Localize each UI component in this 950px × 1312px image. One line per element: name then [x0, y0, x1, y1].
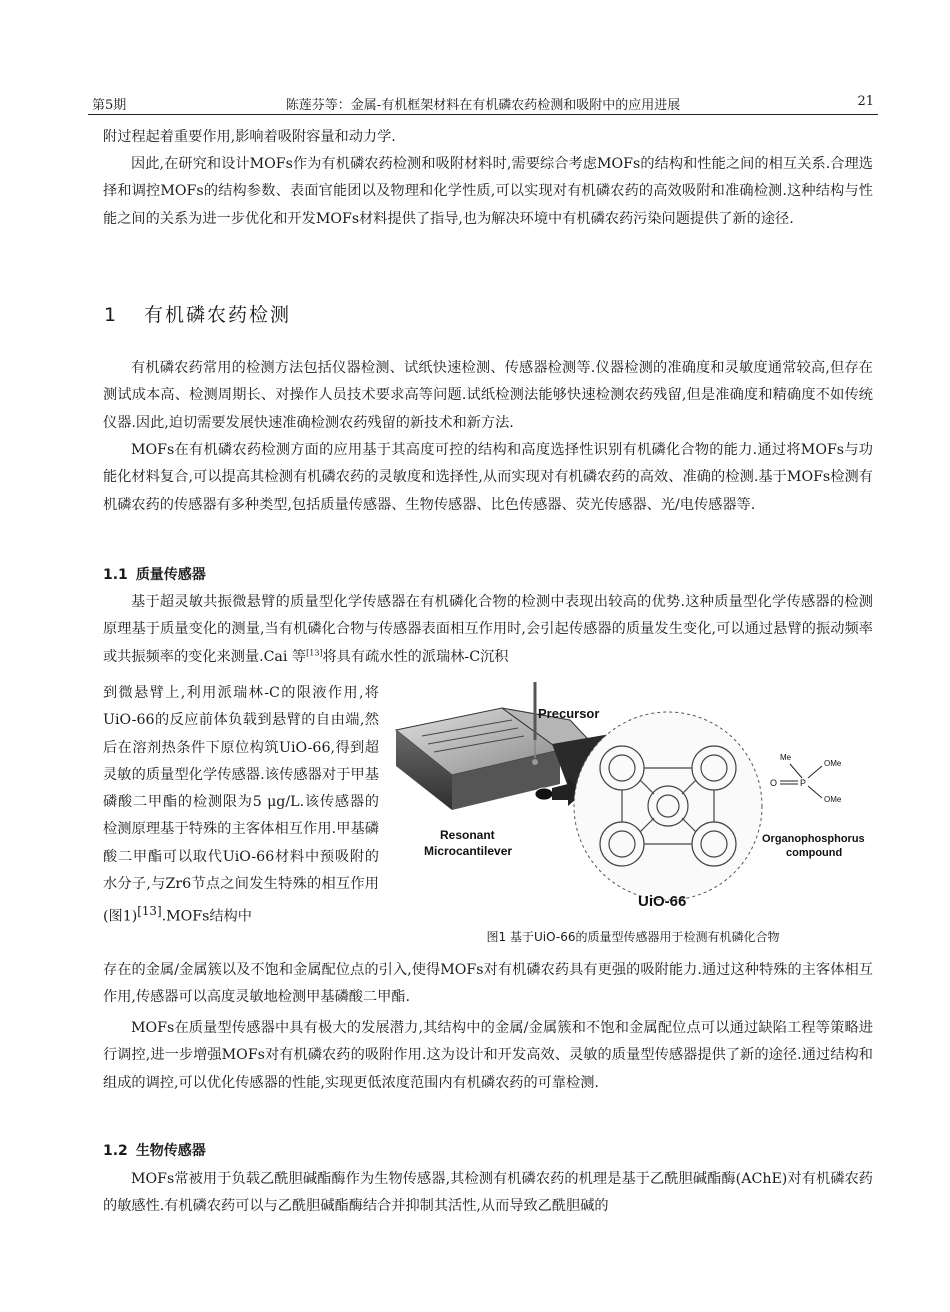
subsection-heading-1-1: [103, 564, 206, 584]
section-number: 1: [104, 304, 119, 326]
organophosphorus-molecule: [770, 753, 842, 804]
microcantilever-label: Microcantilever: [424, 844, 513, 858]
precursor-label: Precursor: [538, 706, 600, 721]
figure-1-caption: 图1 基于UiO-66的质量型传感器用于检测有机磷化合物: [486, 930, 780, 944]
figure-1-illustration: [392, 680, 874, 925]
section-heading: [104, 300, 291, 327]
mass-sensor-paragraph-continued: 存在的金属/金属簇以及不饱和金属配位点的引入,使得MOFs对有机磷农药具有更强的吸附能力.通过这种特殊的主客体相互作用,传感器可以高度灵敏地检测甲基磷酸二甲酯.: [103, 962, 873, 1006]
figure-1: [392, 680, 874, 950]
citation-ref: [13]: [306, 647, 323, 657]
wrapped-paragraph: [103, 680, 379, 931]
running-header: [88, 92, 878, 115]
methoxy-label-1: OMe: [824, 759, 842, 768]
subsection-number: 1.1: [103, 567, 128, 583]
intro-paragraph-2: 因此,在研究和设计MOFs作为有机磷农药检测和吸附材料时,需要综合考虑MOFs的结构和性能之间的相互关系.合理选择和调控MOFs的结构参数、表面官能团以及物理和化学性质,可以实现对有机磷农药的高效吸附和准确检测.这种结构与性能之间的关系为进一步优化和开发MOFs材料提供了指导,也为解决环境中有机磷农药污染问题提供了新的途径.: [103, 156, 873, 227]
subsection-number: 1.2: [103, 1143, 128, 1159]
subsection-title: 生物传感器: [135, 1143, 206, 1159]
paragraph-text: 基于超灵敏共振微悬臂的质量型化学传感器在有机磷化合物的检测中表现出较高的优势.这种质量型化学传感器的检测原理基于质量变化的测量,当有机磷化合物与传感器表面相互作用时,会引起传感器的质量发生变化,可以通过悬臂的振动频率或共振频率的变化来测量.Cai 等: [103, 594, 873, 665]
issue-label: 第5期: [92, 98, 127, 113]
bio-sensor-paragraph: MOFs常被用于负载乙酰胆碱酯酶作为生物传感器,其检测有机磷农药的机理是基于乙酰胆碱酯酶(AChE)对有机磷农药的敏感性.有机磷农药可以与乙酰胆碱酯酶结合并抑制其活性,从而导致乙酰胆碱的: [103, 1171, 873, 1215]
oxygen-label: O: [770, 778, 778, 788]
running-title: 陈莲芬等：金属-有机框架材料在有机磷农药检测和吸附中的应用进展: [285, 98, 681, 113]
page-number: 21: [857, 94, 874, 109]
section-paragraph-1: 有机磷农药常用的检测方法包括仪器检测、试纸快速检测、传感器检测等.仪器检测的准确度和灵敏度通常较高,但存在测试成本高、检测周期长、对操作人员技术要求高等问题.试纸检测法能够快速检测农药残留,但是准确度和精确度不如传统仪器.因此,迫切需要发展快速准确检测农药残留的新技术和新方法.: [103, 360, 873, 431]
section-paragraph-2: MOFs在有机磷农药检测方面的应用基于其高度可控的结构和高度选择性识别有机磷化合物的能力.通过将MOFs与功能化材料复合,可以提高其检测有机磷农药的灵敏度和选择性,从而实现对有机磷农药的高效、准确的检测.基于MOFs检测有机磷农药的传感器有多种类型,包括质量传感器、生物传感器、比色传感器、荧光传感器、光/电传感器等.: [103, 442, 873, 513]
resonant-label: Resonant: [440, 828, 495, 842]
subsection-title: 质量传感器: [135, 567, 206, 583]
phosphorus-label: P: [800, 778, 807, 788]
methoxy-label-2: OMe: [824, 795, 842, 804]
section-title: 有机磷农药检测: [144, 304, 292, 326]
uio66-label: UiO-66: [638, 893, 687, 910]
compound-label: compound: [786, 847, 843, 859]
mass-sensor-paragraph: [103, 589, 873, 671]
intro-paragraph-1: 附过程起着重要作用,影响着吸附容量和动力学.: [103, 129, 396, 145]
mof-zoom-circle: [574, 712, 762, 900]
cantilever-tip: [535, 788, 553, 800]
mass-sensor-paragraph-2: MOFs在质量型传感器中具有极大的发展潜力,其结构中的金属/金属簇和不饱和金属配位点可以通过缺陷工程等策略进行调控,进一步增强MOFs对有机磷农药的吸附作用.这为设计和开发高效、灵敏的质量型传感器提供了新的途径.通过结构和组成的调控,可以优化传感器的性能,实现更低浓度范围内有机磷农药的可靠检测.: [103, 1020, 873, 1091]
wrapped-text: 到微悬臂上,利用派瑞林-C的限液作用,将UiO-66的反应前体负载到悬臂的自由端,然后在溶剂热条件下原位构筑UiO-66,得到超灵敏的质量型化学传感器.该传感器对于甲基磷酸二甲酯的检测限为5 μg/L.该传感器的检测原理基于特殊的主客体相互作用.甲基磷酸二甲酯可以取代UiO-66材料中预吸附的水分子,与Zr6节点之间发生特殊的相互作用(图1): [103, 685, 379, 926]
paragraph-text-tail: 将具有疏水性的派瑞林-C沉积: [322, 648, 509, 665]
subsection-heading-1-2: [103, 1140, 206, 1160]
citation-ref: [13]: [137, 904, 162, 919]
organophosphorus-label: Organophosphorus: [762, 833, 865, 845]
methyl-label: Me: [780, 753, 792, 762]
wrapped-text-tail: .MOFs结构中: [161, 909, 252, 926]
